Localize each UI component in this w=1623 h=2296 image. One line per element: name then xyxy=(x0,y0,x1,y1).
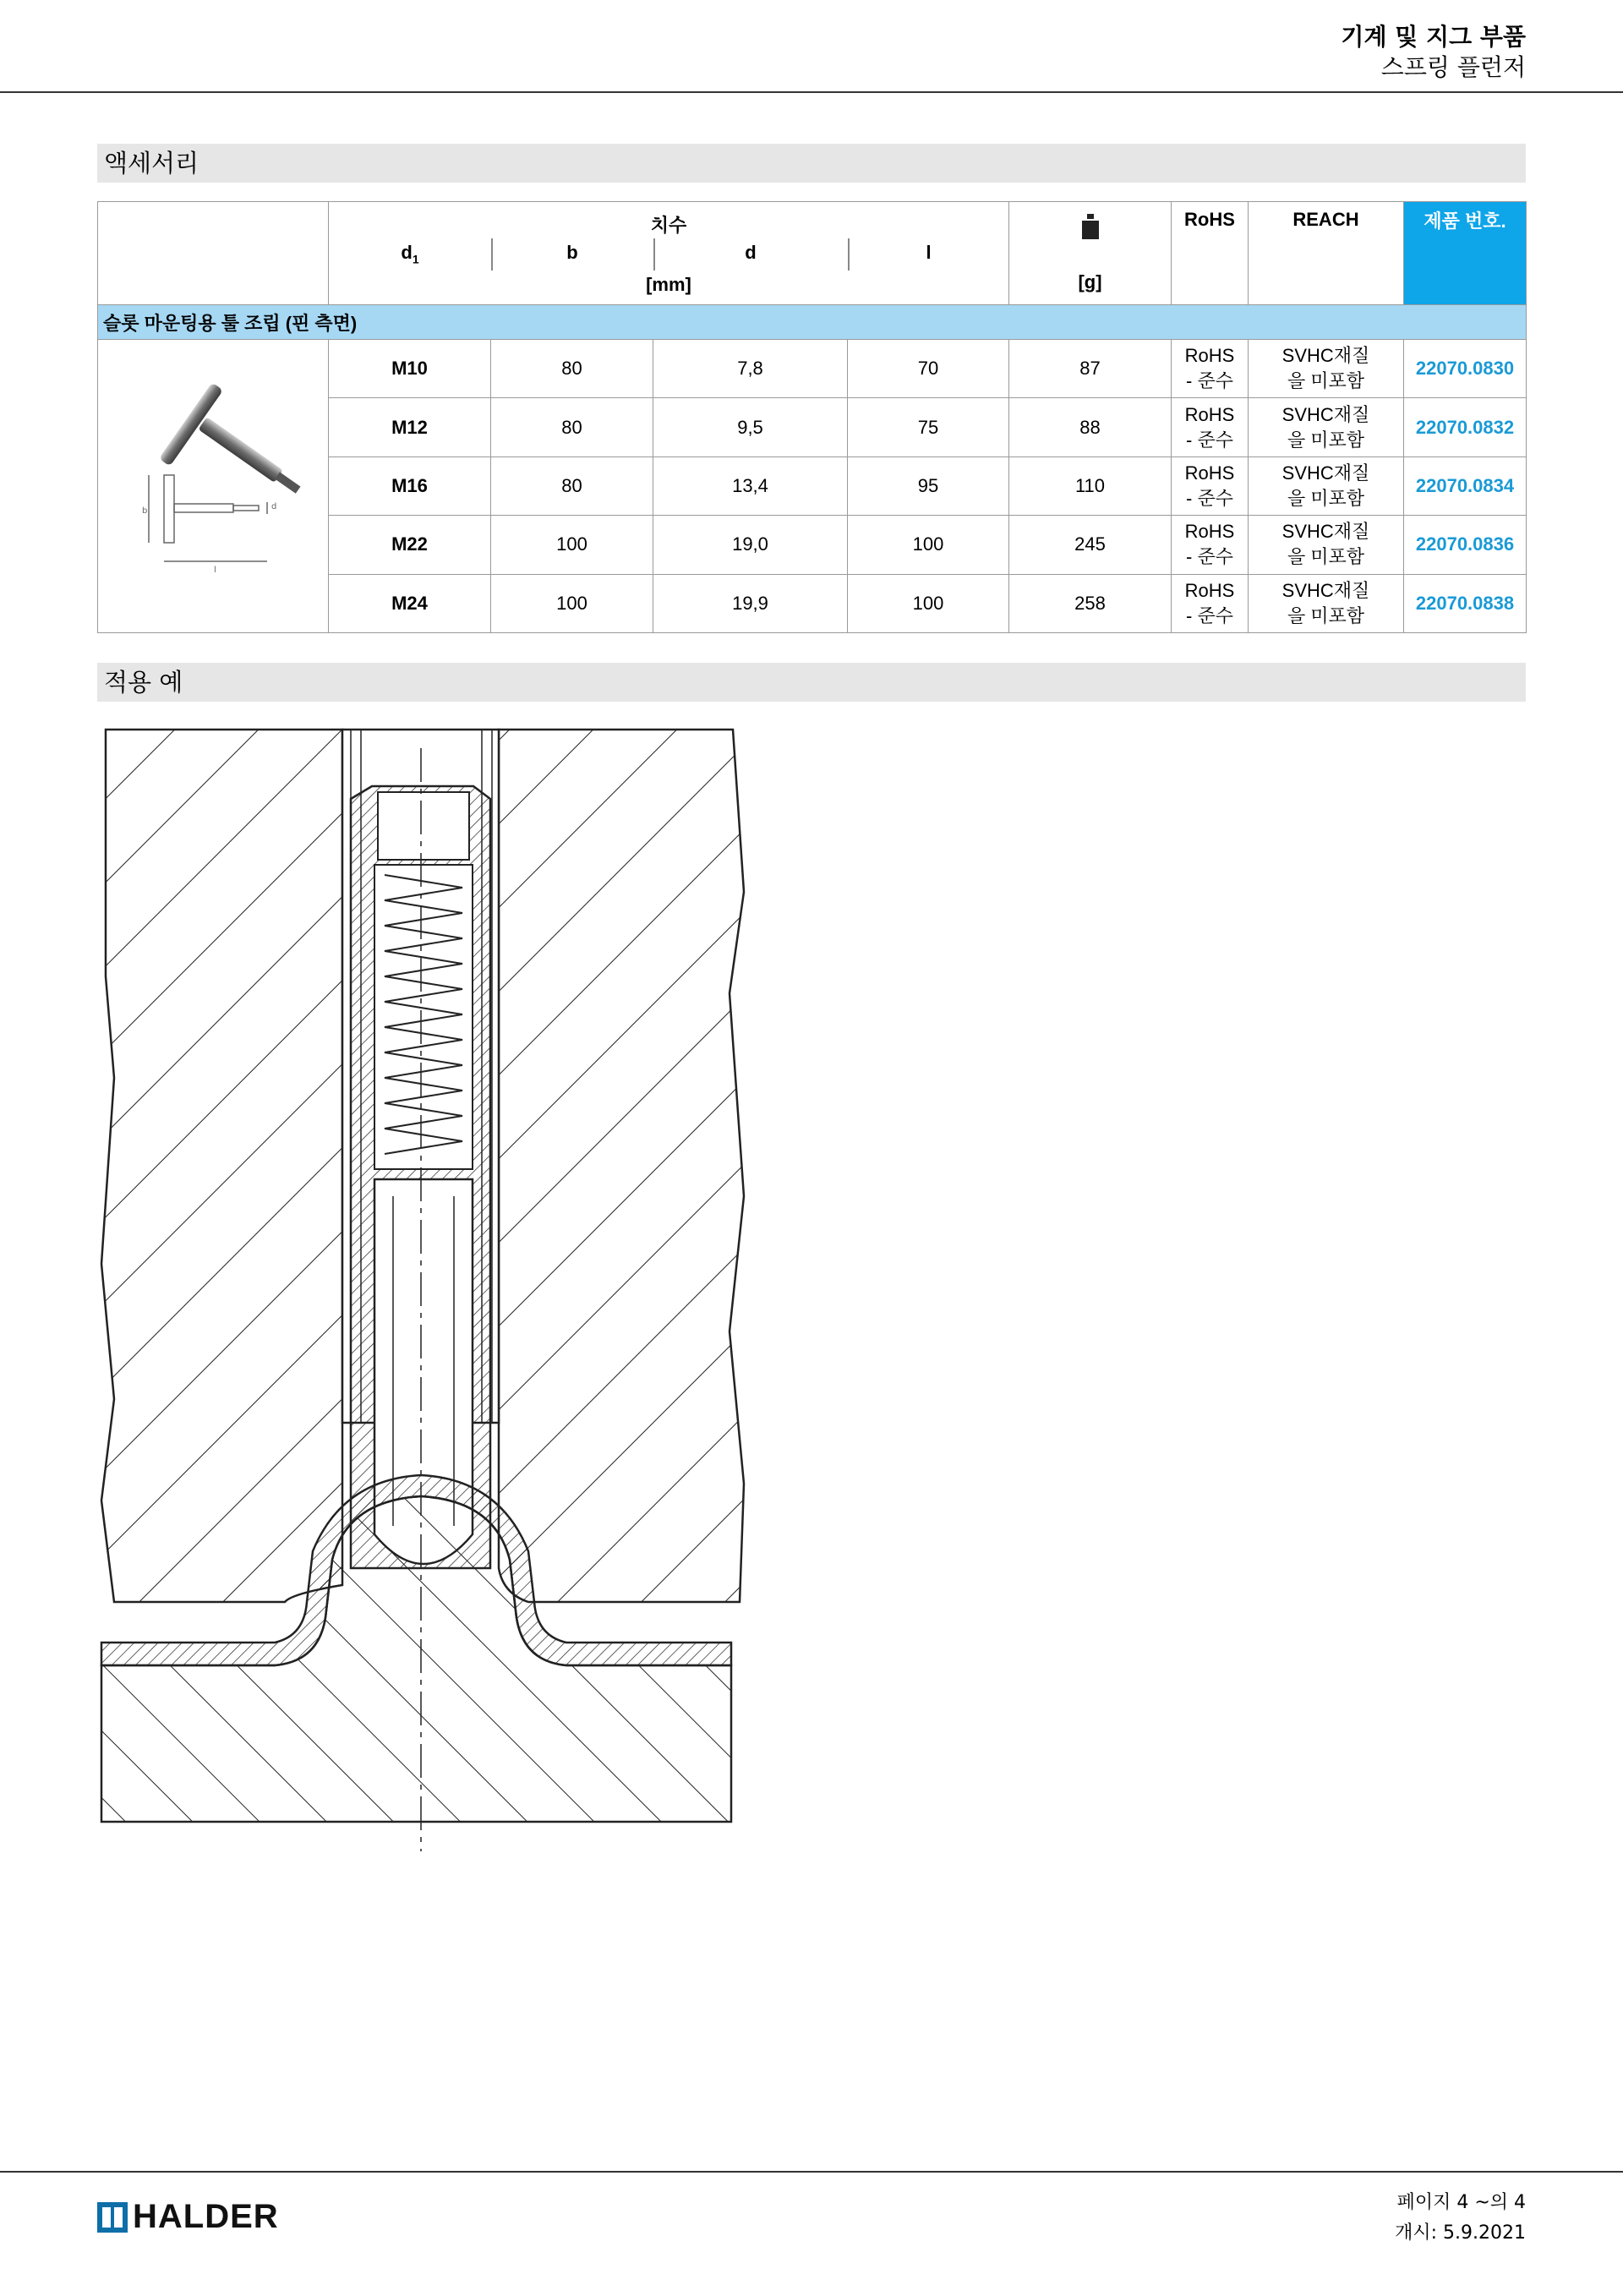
l-cell: 70 xyxy=(848,340,1009,398)
l-cell: 100 xyxy=(848,516,1009,574)
rohs-cell: RoHS - 준수 xyxy=(1172,456,1249,515)
weight-icon xyxy=(1080,214,1101,239)
col-l: l xyxy=(926,242,932,263)
page-info xyxy=(1395,2188,1526,2249)
col-separator xyxy=(653,238,655,271)
col-d1: $d_1$ xyxy=(401,242,419,266)
part-number-link[interactable]: 22070.0834 xyxy=(1404,456,1527,515)
unit-g: [g] xyxy=(1078,271,1102,292)
d-cell: 9,5 xyxy=(653,398,848,456)
footer-divider xyxy=(0,2171,1623,2173)
section-application-title: 적용 예 xyxy=(97,663,1526,702)
weight-cell: 110 xyxy=(1009,456,1172,515)
col-separator xyxy=(848,238,850,271)
svg-text:l: l xyxy=(214,566,216,575)
group-row xyxy=(98,305,1527,340)
weight-cell: 88 xyxy=(1009,398,1172,456)
brand-name: HALDER xyxy=(133,2198,279,2235)
upper-die-left xyxy=(101,730,342,1602)
b-cell: 100 xyxy=(491,574,653,632)
l-cell: 95 xyxy=(848,456,1009,515)
upper-die-right xyxy=(499,730,744,1602)
section-accessories-title: 액세서리 xyxy=(97,144,1526,183)
part-number-header-cell: 제품 번호. xyxy=(1404,202,1527,305)
halder-logo-icon xyxy=(97,2202,128,2233)
b-cell: 80 xyxy=(491,340,653,398)
table-header-row xyxy=(98,202,1527,305)
accessories-table xyxy=(97,201,1527,633)
rohs-header-cell: RoHS xyxy=(1172,202,1249,305)
rohs-cell: RoHS - 준수 xyxy=(1172,398,1249,456)
b-cell: 80 xyxy=(491,456,653,515)
tool-photo xyxy=(159,382,303,496)
size-cell: M12 xyxy=(329,398,491,456)
unit-mm: [mm] xyxy=(646,274,691,295)
rohs-cell: RoHS - 준수 xyxy=(1172,340,1249,398)
svg-text:b: b xyxy=(142,506,148,516)
header-product: 스프링 플런저 xyxy=(1380,53,1526,81)
weight-cell: 258 xyxy=(1009,574,1172,632)
col-b: b xyxy=(566,242,578,263)
part-number-link[interactable]: 22070.0830 xyxy=(1404,340,1527,398)
weight-header-cell xyxy=(1009,202,1172,305)
part-number-link[interactable]: 22070.0838 xyxy=(1404,574,1527,632)
svg-text:d: d xyxy=(271,502,277,511)
header-divider xyxy=(0,91,1623,93)
col-d: d xyxy=(745,242,757,263)
size-cell: M10 xyxy=(329,340,491,398)
dimensions-header-cell xyxy=(329,202,1009,305)
reach-header-cell: REACH xyxy=(1249,202,1404,305)
d-cell: 7,8 xyxy=(653,340,848,398)
dim-caption: 치수 xyxy=(650,215,687,236)
reach-cell: SVHC재질 을 미포함 xyxy=(1249,456,1404,515)
rohs-cell: RoHS - 준수 xyxy=(1172,516,1249,574)
size-cell: M16 xyxy=(329,456,491,515)
b-cell: 100 xyxy=(491,516,653,574)
b-cell: 80 xyxy=(491,398,653,456)
group-label: 슬롯 마운팅용 툴 조립 (핀 측면) xyxy=(98,305,1527,340)
reach-cell: SVHC재질 을 미포함 xyxy=(1249,398,1404,456)
reach-cell: SVHC재질 을 미포함 xyxy=(1249,574,1404,632)
product-image-cell xyxy=(98,340,329,633)
size-cell: M22 xyxy=(329,516,491,574)
page-header xyxy=(1341,22,1526,83)
l-cell: 100 xyxy=(848,574,1009,632)
size-cell: M24 xyxy=(329,574,491,632)
weight-cell: 87 xyxy=(1009,340,1172,398)
d-cell: 19,9 xyxy=(653,574,848,632)
brand-logo xyxy=(97,2198,279,2236)
image-header-cell xyxy=(98,202,329,305)
weight-cell: 245 xyxy=(1009,516,1172,574)
application-drawing xyxy=(97,723,748,1856)
d-cell: 19,0 xyxy=(653,516,848,574)
col-separator xyxy=(491,238,493,271)
rohs-cell: RoHS - 준수 xyxy=(1172,574,1249,632)
reach-cell: SVHC재질 을 미포함 xyxy=(1249,340,1404,398)
page-number: 페이지 4 ~의 4 xyxy=(1396,2192,1526,2213)
issue-date: 개시: 5.9.2021 xyxy=(1395,2222,1526,2244)
l-cell: 75 xyxy=(848,398,1009,456)
header-category: 기계 및 지그 부품 xyxy=(1341,23,1526,51)
reach-cell: SVHC재질 을 미포함 xyxy=(1249,516,1404,574)
tool-drawing xyxy=(142,475,276,575)
t-handle-tool-illustration xyxy=(98,340,329,627)
part-number-link[interactable]: 22070.0832 xyxy=(1404,398,1527,456)
part-number-link[interactable]: 22070.0836 xyxy=(1404,516,1527,574)
table-row xyxy=(98,340,1527,398)
d-cell: 13,4 xyxy=(653,456,848,515)
